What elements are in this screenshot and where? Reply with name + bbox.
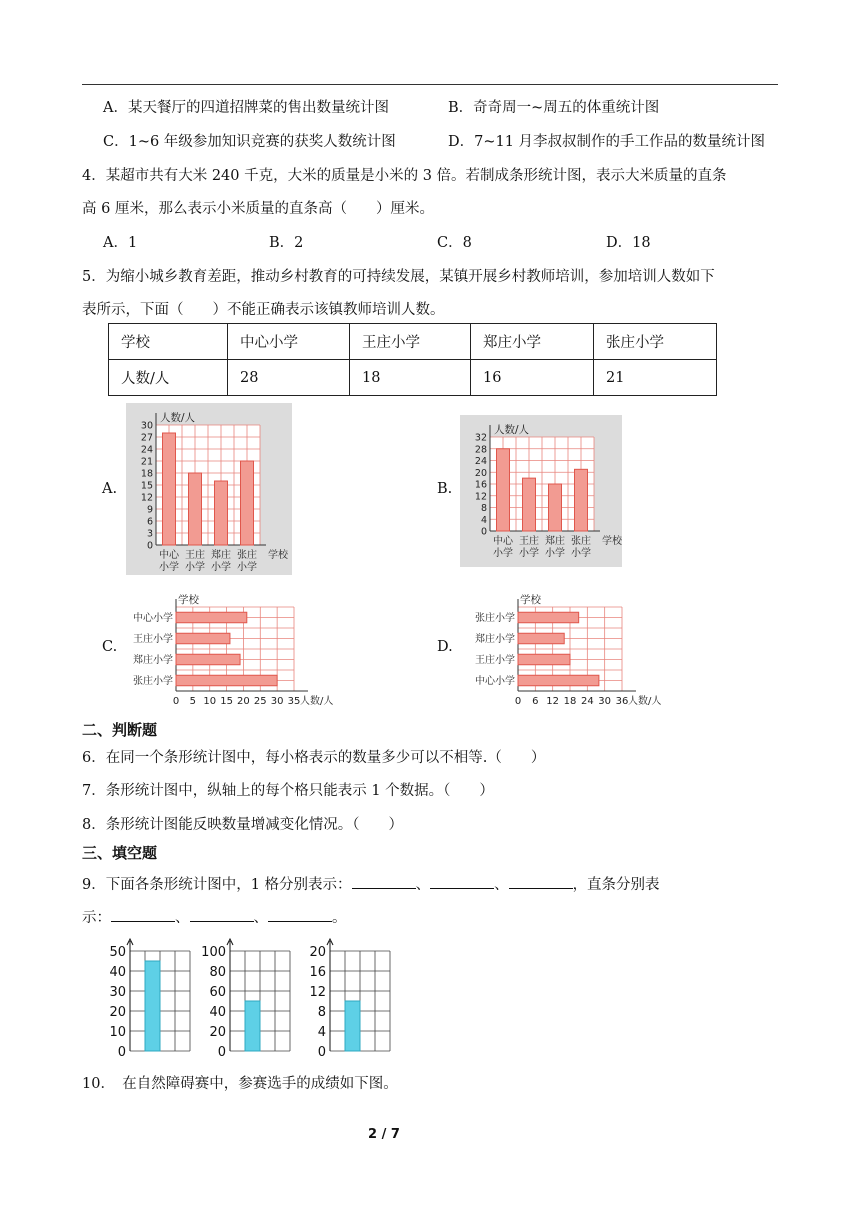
page-number: 2 / 7	[368, 1127, 400, 1142]
section-fill-title: 三、填空题	[82, 844, 158, 862]
q9-chart-2	[200, 935, 300, 1060]
y-tick-label: 郑庄小学	[475, 634, 515, 645]
answer-blank[interactable]	[509, 874, 573, 889]
q5-option-b-label: B.	[437, 481, 453, 497]
x-tick-label: 30	[598, 696, 612, 707]
x-tick-label: 小学	[519, 548, 539, 559]
x-tick-label: 20	[237, 696, 250, 707]
x-tick-label: 小学	[545, 548, 565, 559]
y-tick-label: 60	[209, 985, 226, 1000]
q3-option-a: A．某天餐厅的四道招牌菜的售出数量统计图	[103, 100, 389, 116]
y-tick-label: 4	[480, 514, 487, 526]
q7-text: 7．条形统计图中，纵轴上的每个格只能表示 1 个数据。（ ）	[82, 783, 494, 799]
y-tick-label: 20	[209, 1025, 226, 1040]
answer-blank[interactable]	[430, 874, 494, 889]
q5-option-d-label: D.	[437, 639, 453, 655]
bar	[518, 675, 599, 686]
y-tick-label: 15	[140, 480, 153, 492]
x-tick-label: 王庄	[185, 550, 205, 561]
q3-option-b: B．奇奇周一~周五的体重统计图	[448, 100, 660, 116]
q3-option-c: C．1~6 年级参加知识竞赛的获奖人数统计图	[103, 134, 396, 150]
table-cell: 16	[471, 360, 594, 396]
y-tick-label: 27	[140, 432, 153, 444]
y-tick-label: 80	[209, 965, 226, 980]
q6-text: 6．在同一个条形统计图中，每小格表示的数量多少可以不相等.（ ）	[82, 750, 546, 766]
x-tick-label: 王庄	[519, 536, 539, 547]
table-cell: 郑庄小学	[471, 324, 594, 360]
x-tick-label: 30	[270, 696, 284, 707]
separator: 、	[175, 910, 190, 926]
x-tick-label: 小学	[211, 562, 231, 573]
bar	[176, 633, 230, 644]
q9-prompt: 9．下面各条形统计图中，1 格分别表示：	[82, 877, 352, 893]
q5-option-c-label: C.	[102, 639, 118, 655]
x-tick-label: 郑庄	[545, 536, 565, 547]
y-tick-label: 32	[474, 432, 487, 444]
y-tick-label: 中心小学	[133, 613, 173, 624]
x-tick-label: 中心	[493, 536, 513, 547]
y-tick-label: 20	[109, 1005, 126, 1020]
y-tick-label: 0	[480, 526, 487, 538]
section-judgement-title: 二、判断题	[82, 721, 158, 739]
y-tick-label: 24	[140, 444, 153, 456]
y-axis-label: 学校	[520, 594, 541, 606]
chart-c	[126, 583, 348, 711]
y-tick-label: 20	[309, 945, 326, 960]
q5-option-a-label: A.	[102, 481, 118, 497]
y-tick-label: 20	[474, 467, 487, 479]
y-tick-label: 中心小学	[475, 676, 515, 687]
separator: 、	[415, 877, 431, 893]
y-axis-label: 学校	[178, 594, 199, 606]
answer-blank[interactable]	[268, 907, 332, 922]
q4-option-b: B．2	[269, 235, 304, 251]
y-tick-label: 24	[474, 456, 487, 467]
y-tick-label: 100	[201, 945, 226, 960]
q5-table	[108, 323, 717, 396]
x-tick-label: 小学	[159, 562, 179, 573]
bar	[518, 654, 570, 665]
q4-line1: 4．某超市共有大米 240 千克，大米的质量是小米的 3 倍。若制成条形统计图，表示大米质量的直条	[82, 168, 727, 184]
x-tick-label: 小学	[493, 548, 513, 559]
table-cell: 王庄小学	[350, 324, 471, 360]
answer-blank[interactable]	[111, 907, 175, 922]
table-cell: 人数/人	[109, 360, 228, 396]
table-cell: 张庄小学	[594, 324, 717, 360]
q4-option-c: C．8	[437, 235, 472, 251]
y-axis-label: 人数/人	[494, 424, 530, 436]
bar	[518, 612, 579, 623]
x-tick-label: 小学	[237, 562, 257, 573]
separator: 、	[253, 910, 268, 926]
x-axis-label: 学校	[268, 550, 288, 561]
bar	[176, 654, 240, 665]
bar	[518, 633, 564, 644]
x-tick-label: 0	[514, 696, 522, 707]
y-tick-label: 30	[140, 420, 153, 432]
x-tick-label: 6	[532, 696, 539, 707]
y-tick-label: 10	[109, 1025, 126, 1040]
answer-blank[interactable]	[352, 874, 416, 889]
x-tick-label: 小学	[571, 548, 591, 559]
y-tick-label: 8	[480, 503, 487, 514]
y-tick-label: 0	[217, 1045, 226, 1060]
x-tick-label: 张庄	[571, 536, 591, 547]
table-row	[109, 360, 717, 396]
y-tick-label: 9	[146, 504, 153, 516]
bar	[176, 675, 277, 686]
chart-d	[462, 583, 684, 711]
y-tick-label: 张庄小学	[133, 676, 173, 687]
x-tick-label: 5	[189, 696, 197, 707]
q5-line2: 表所示，下面（ ）不能正确表示该镇教师培训人数。	[82, 302, 445, 318]
table-cell: 28	[228, 360, 350, 396]
y-tick-label: 6	[146, 516, 153, 528]
y-tick-label: 28	[474, 444, 487, 456]
q9-chart-3	[300, 935, 400, 1060]
y-tick-label: 0	[317, 1045, 326, 1060]
q10-text: 10． 在自然障碍赛中，参赛选手的成绩如下图。	[82, 1076, 398, 1092]
x-tick-label: 张庄	[237, 550, 257, 561]
x-tick-label: 0	[172, 696, 180, 707]
x-tick-label: 12	[546, 696, 560, 707]
q4-line2: 高 6 厘米，那么表示小米质量的直条高（ ）厘米。	[82, 201, 434, 217]
y-tick-label: 3	[146, 528, 153, 540]
y-tick-label: 12	[140, 492, 153, 504]
y-tick-label: 0	[146, 540, 153, 552]
y-tick-label: 4	[317, 1025, 326, 1040]
header-rule	[82, 84, 778, 85]
bar	[145, 961, 160, 1051]
q8-text: 8．条形统计图能反映数量增减变化情况。（ ）	[82, 817, 403, 833]
y-tick-label: 王庄小学	[133, 634, 173, 645]
y-tick-label: 王庄小学	[475, 655, 515, 666]
bar	[215, 481, 228, 545]
x-tick-label: 36	[615, 696, 629, 707]
y-axis-label: 人数/人	[160, 412, 196, 424]
q3-option-d: D．7~11 月李叔叔制作的手工作品的数量统计图	[448, 134, 766, 150]
y-tick-label: 16	[309, 965, 326, 980]
y-tick-label: 8	[317, 1005, 326, 1020]
y-tick-label: 郑庄小学	[133, 655, 173, 666]
y-tick-label: 40	[109, 965, 126, 980]
y-tick-label: 21	[140, 456, 153, 468]
bar	[163, 433, 176, 545]
y-tick-label: 18	[140, 468, 153, 480]
x-axis-label: 人数/人	[628, 696, 662, 707]
q9-chart-1	[100, 935, 200, 1060]
separator: 、	[494, 877, 509, 893]
x-tick-label: 中心	[159, 550, 179, 561]
q9-end: 。	[332, 910, 347, 926]
bar	[345, 1001, 360, 1051]
answer-blank[interactable]	[190, 907, 254, 922]
y-tick-label: 0	[117, 1045, 126, 1060]
q9-prompt-cont: ，直条分别表	[572, 877, 660, 893]
x-tick-label: 35	[287, 696, 301, 707]
table-cell: 18	[350, 360, 471, 396]
x-tick-label: 15	[220, 696, 233, 707]
y-tick-label: 50	[109, 945, 126, 960]
x-tick-label: 18	[563, 696, 577, 707]
x-tick-label: 郑庄	[211, 550, 231, 561]
q4-option-d: D．18	[606, 235, 651, 251]
bar	[241, 461, 254, 545]
chart-b	[460, 415, 622, 567]
x-tick-label: 10	[203, 696, 217, 707]
y-tick-label: 16	[474, 479, 487, 491]
y-tick-label: 张庄小学	[475, 613, 515, 624]
bar	[245, 1001, 260, 1051]
x-tick-label: 24	[580, 696, 594, 707]
x-axis-label: 学校	[602, 536, 622, 547]
bar	[497, 449, 510, 531]
table-cell: 21	[594, 360, 717, 396]
bar	[575, 469, 588, 531]
x-tick-label: 25	[253, 696, 267, 707]
q9-line2	[82, 906, 347, 927]
y-tick-label: 12	[474, 491, 487, 503]
table-cell: 中心小学	[228, 324, 350, 360]
chart-a	[126, 403, 292, 575]
y-tick-label: 40	[209, 1005, 226, 1020]
table-header-row	[109, 324, 717, 360]
q9-prompt-2: 示：	[82, 910, 111, 926]
q4-option-a: A．1	[103, 235, 138, 251]
table-cell: 学校	[109, 324, 228, 360]
q5-line1: 5．为缩小城乡教育差距，推动乡村教育的可持续发展，某镇开展乡村教师培训，参加培训人数如下	[82, 269, 715, 285]
x-axis-label: 人数/人	[300, 696, 334, 707]
y-tick-label: 30	[109, 985, 126, 1000]
x-tick-label: 小学	[185, 562, 205, 573]
bar	[523, 478, 536, 531]
bar	[189, 473, 202, 545]
q9-line1	[82, 873, 660, 894]
bar	[549, 484, 562, 531]
bar	[176, 612, 247, 623]
y-tick-label: 12	[309, 985, 326, 1000]
